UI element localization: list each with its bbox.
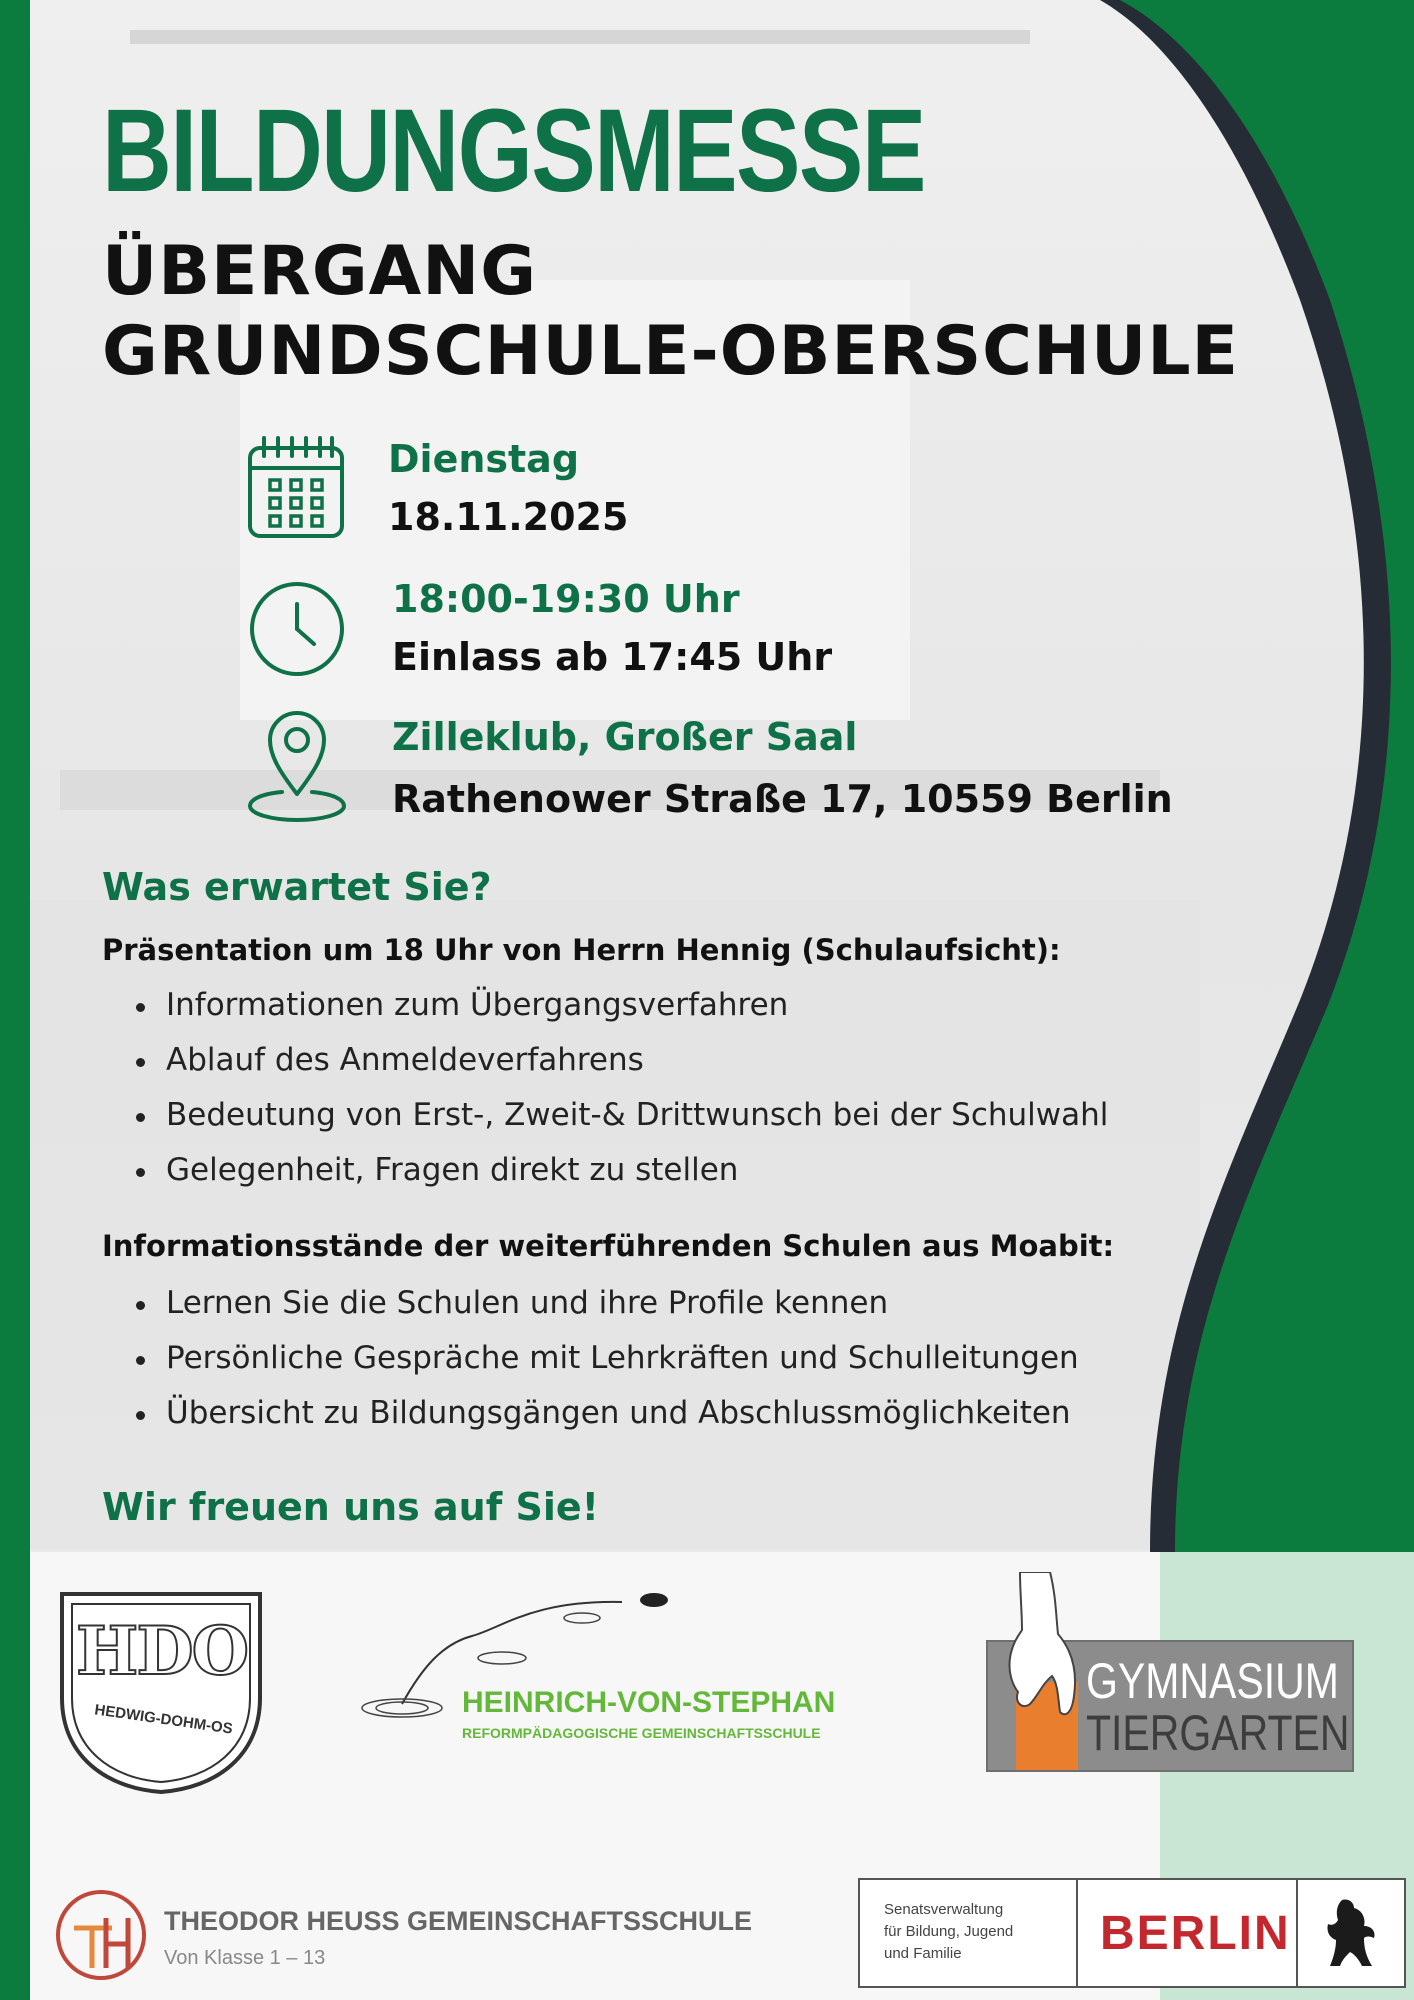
list-item: Persönliche Gespräche mit Lehrkräften und Schulleitungen xyxy=(134,1331,1079,1386)
hand-holding-block-icon xyxy=(986,1572,1096,1772)
list-item: Übersicht zu Bildungsgängen und Abschlussmöglichkeiten xyxy=(134,1386,1079,1441)
hdo-name: HEDWIG-DOHM-OS xyxy=(93,1701,234,1738)
presentation-list xyxy=(134,978,1108,1198)
event-time: 18:00-19:30 Uhr xyxy=(392,577,740,621)
list-item: Ablauf des Anmeldeverfahrens xyxy=(134,1033,1108,1088)
closing-text: Wir freuen uns auf Sie! xyxy=(102,1485,599,1529)
gym-line-1: GYMNASIUM xyxy=(1086,1653,1339,1709)
theodor-heuss-emblem xyxy=(54,1888,148,1982)
senat-line-2: für Bildung, Jugend xyxy=(884,1923,1014,1940)
senat-line-1: Senatsverwaltung xyxy=(884,1901,1004,1918)
location-pin-icon xyxy=(246,706,348,824)
subtitle-line-2: GRUNDSCHULE-OBERSCHULE xyxy=(102,312,1239,391)
stands-list xyxy=(134,1276,1079,1441)
event-day: Dienstag xyxy=(388,437,580,481)
event-venue: Zilleklub, Großer Saal xyxy=(392,715,858,759)
senat-line-3: und Familie xyxy=(884,1945,962,1962)
thgs-subtitle: Von Klasse 1 – 13 xyxy=(164,1947,326,1969)
hedwig-dohm-logo xyxy=(56,1588,266,1798)
section-heading-expect: Was erwartet Sie? xyxy=(102,865,492,909)
event-entry-time: Einlass ab 17:45 Uhr xyxy=(392,635,833,679)
senatsverwaltung-berlin-logo xyxy=(858,1878,1406,1988)
list-item: Informationen zum Übergangsverfahren xyxy=(134,978,1108,1033)
left-green-strip xyxy=(0,0,30,2000)
subtitle-line-1: ÜBERGANG xyxy=(102,232,538,311)
clock-icon xyxy=(248,580,346,678)
page-title: BILDUNGSMESSE xyxy=(102,85,925,217)
berlin-wordmark: BERLIN xyxy=(1100,1907,1291,1960)
thgs-name: THEODOR HEUSS GEMEINSCHAFTSSCHULE xyxy=(164,1906,753,1936)
hdo-initials: HDO xyxy=(76,1612,248,1690)
logo-divider xyxy=(1296,1880,1298,1986)
gymnasium-tiergarten-logo xyxy=(986,1640,1354,1772)
list-item: Gelegenheit, Fragen direkt zu stellen xyxy=(134,1143,1108,1198)
berlin-bear-icon xyxy=(1318,1896,1382,1970)
hvs-name: HEINRICH-VON-STEPHAN xyxy=(462,1686,836,1719)
hvs-subtitle: REFORMPÄDAGOGISCHE GEMEINSCHAFTSSCHULE xyxy=(462,1725,821,1741)
presentation-heading: Präsentation um 18 Uhr von Herrn Hennig (Schulaufsicht): xyxy=(102,933,1061,967)
stage-truss xyxy=(130,30,1030,44)
list-item: Bedeutung von Erst-, Zweit-& Drittwunsch bei der Schulwahl xyxy=(134,1088,1108,1143)
stands-heading: Informationsstände der weiterführenden Schulen aus Moabit: xyxy=(102,1229,1115,1263)
calendar-icon xyxy=(246,434,346,540)
logo-divider xyxy=(1076,1880,1078,1986)
event-address: Rathenower Straße 17, 10559 Berlin xyxy=(392,777,1173,821)
list-item: Lernen Sie die Schulen und ihre Profile kennen xyxy=(134,1276,1079,1331)
gym-line-2: TIERGARTEN xyxy=(1086,1705,1350,1761)
event-date: 18.11.2025 xyxy=(388,495,629,539)
